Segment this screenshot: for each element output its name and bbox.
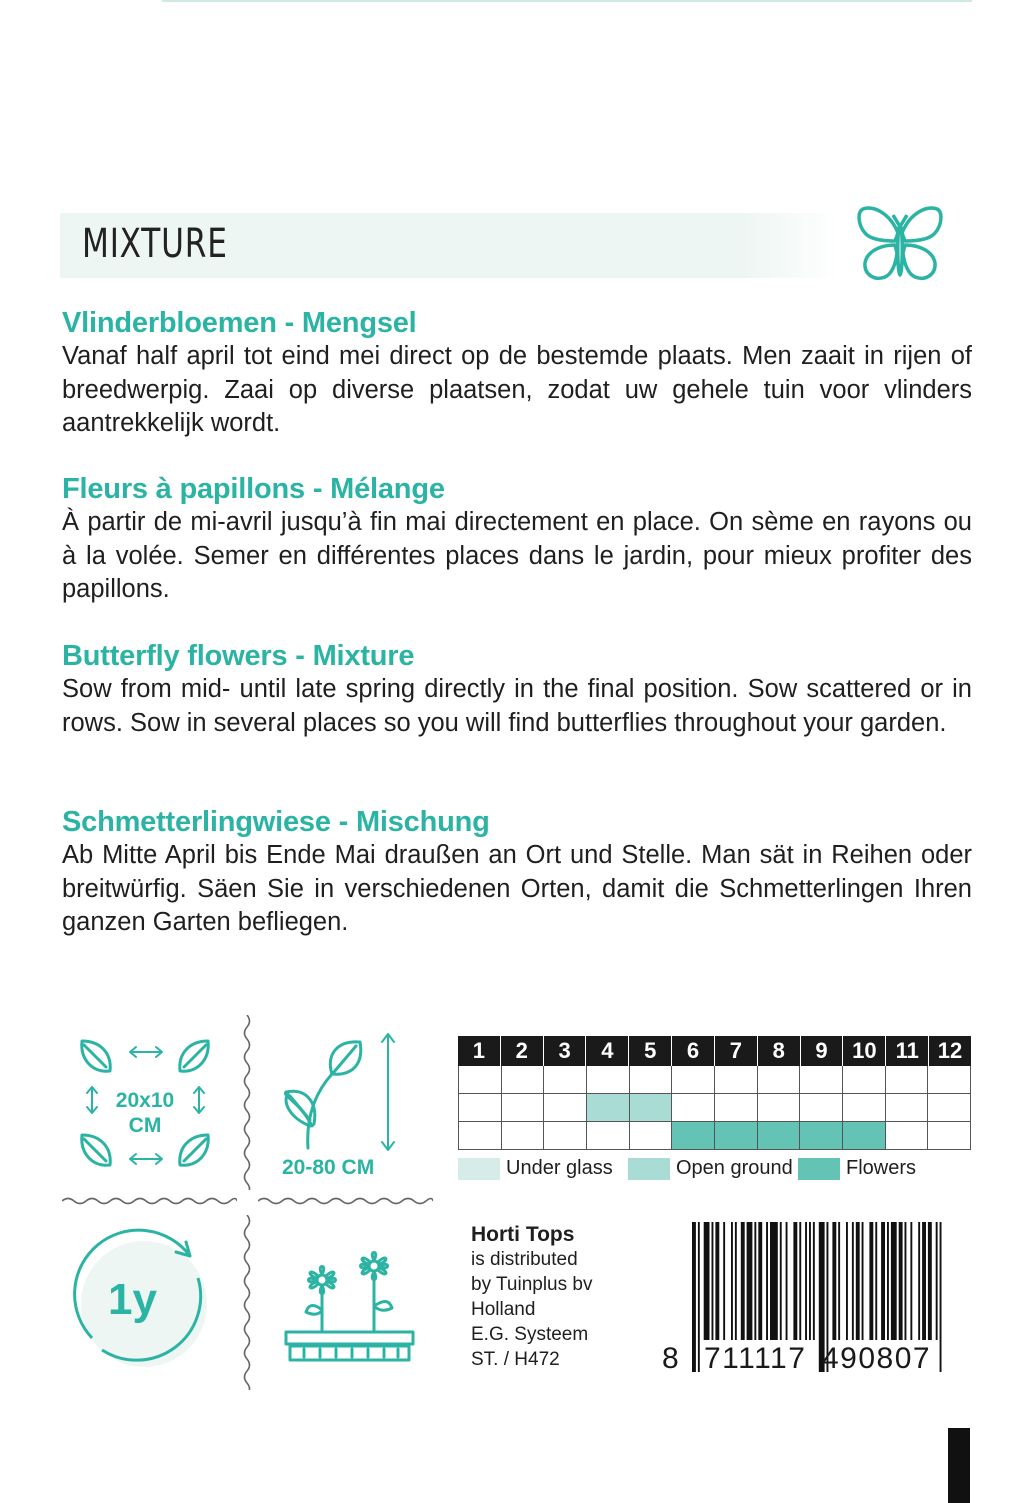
barcode-bar: [770, 1222, 778, 1340]
calendar-cell: [758, 1122, 801, 1150]
month-2: 2: [501, 1036, 544, 1066]
height-label: 20-80 CM: [282, 1156, 375, 1179]
barcode-bar: [741, 1222, 745, 1340]
month-11: 11: [886, 1036, 929, 1066]
legend-swatch: [458, 1158, 500, 1180]
legend-swatch: [798, 1158, 840, 1180]
calendar-cell: [459, 1066, 502, 1094]
section-body: À partir de mi-avril jusqu’à fin mai directement en place. On sème en rayons ou à la volée. Semer en différentes places dans le jardin, pour mieux profiter des papillons.: [62, 508, 972, 603]
section-heading: Vlinderbloemen - Mengsel: [62, 307, 417, 339]
month-7: 7: [715, 1036, 758, 1066]
calendar-cell: [502, 1094, 545, 1122]
calendar-cell: [928, 1094, 971, 1122]
distributor-line: is distributed: [471, 1249, 578, 1270]
barcode-bar: [875, 1222, 877, 1340]
barcode-bar: [704, 1222, 710, 1340]
barcode-bar: [910, 1222, 912, 1340]
calendar-cell: [928, 1122, 971, 1150]
calendar-cell: [800, 1094, 843, 1122]
plant-height-icon: [280, 1030, 410, 1155]
seed-tray-flowers-icon: [282, 1236, 417, 1366]
wavy-divider: [242, 1215, 252, 1390]
sowing-calendar: [458, 1036, 971, 1150]
calendar-legend: [458, 1157, 978, 1185]
barcode-bar: [852, 1222, 854, 1340]
lifecycle-label: 1y: [108, 1275, 157, 1324]
barcode-bar: [869, 1222, 873, 1340]
month-9: 9: [801, 1036, 844, 1066]
top-rule: [162, 0, 972, 2]
barcode-bar: [928, 1222, 932, 1340]
barcode-bar: [922, 1222, 926, 1340]
calendar-cell: [758, 1066, 801, 1094]
legend-open-ground: [628, 1157, 793, 1180]
calendar-cell: [715, 1094, 758, 1122]
barcode-bar: [881, 1222, 885, 1340]
calendar-row: [458, 1094, 971, 1122]
wavy-divider: [242, 1015, 252, 1190]
calendar-cell: [630, 1094, 673, 1122]
section-heading: Schmetterlingwiese - Mischung: [62, 806, 490, 838]
barcode-group-2: 490807: [822, 1342, 932, 1374]
barcode-bar: [780, 1222, 782, 1340]
section-english: [62, 639, 972, 740]
calendar-cell: [843, 1122, 886, 1150]
wavy-divider: [258, 1196, 433, 1206]
barcode-bar: [891, 1222, 897, 1340]
spacing-value: 20x10: [115, 1089, 175, 1112]
barcode-group-1: 711117: [704, 1342, 807, 1374]
barcode-bar: [813, 1222, 815, 1340]
calendar-months: [458, 1036, 971, 1066]
calendar-cell: [886, 1122, 929, 1150]
calendar-rows: [458, 1066, 971, 1150]
month-1: 1: [458, 1036, 501, 1066]
barcode-bar: [838, 1222, 840, 1340]
barcode-bar: [715, 1222, 719, 1340]
barcode-bar: [731, 1222, 733, 1340]
calendar-cell: [502, 1122, 545, 1150]
section-dutch: [62, 306, 972, 441]
legend-flowers: [798, 1157, 916, 1180]
barcode: [662, 1222, 972, 1374]
section-heading: Fleurs à papillons - Mélange: [62, 473, 445, 505]
legend-label: Flowers: [846, 1157, 917, 1179]
calendar-cell: [800, 1066, 843, 1094]
spacing-unit: CM: [128, 1114, 162, 1137]
distributor-info: [471, 1222, 592, 1372]
section-body: Vanaf half april tot eind mei direct op de bestemde plaats. Men zaait in rijen of breedwerpig. Zaai op diverse plaatsen, zodat uw gehele tuin voor vlinders aantrekkelijk wordt.: [62, 342, 972, 437]
month-6: 6: [672, 1036, 715, 1066]
barcode-bar: [905, 1222, 907, 1340]
calendar-cell: [672, 1094, 715, 1122]
variety-banner: [60, 213, 840, 278]
barcode-bar: [786, 1222, 788, 1340]
barcode-bar: [936, 1222, 938, 1340]
barcode-bar: [698, 1222, 700, 1372]
barcode-first-digit: 8: [662, 1342, 679, 1374]
calendar-cell: [587, 1122, 630, 1150]
calendar-cell: [587, 1094, 630, 1122]
barcode-bar: [918, 1222, 920, 1340]
barcode-bar: [940, 1222, 942, 1372]
section-heading: Butterfly flowers - Mixture: [62, 640, 415, 672]
calendar-cell: [843, 1094, 886, 1122]
barcode-bar: [793, 1222, 797, 1340]
barcode-bar: [766, 1222, 768, 1340]
calendar-cell: [544, 1094, 587, 1122]
barcode-bar: [899, 1222, 903, 1340]
barcode-bar: [846, 1222, 848, 1340]
calendar-row: [458, 1066, 971, 1094]
barcode-bar: [692, 1222, 696, 1372]
calendar-cell: [587, 1066, 630, 1094]
month-10: 10: [843, 1036, 886, 1066]
legend-label: Open ground: [676, 1157, 793, 1179]
calendar-cell: [544, 1066, 587, 1094]
distributor-line: by Tuinplus bv: [471, 1274, 593, 1295]
calendar-cell: [886, 1094, 929, 1122]
legend-label: Under glass: [506, 1157, 613, 1179]
calendar-cell: [672, 1066, 715, 1094]
barcode-bar: [723, 1222, 725, 1340]
calendar-cell: [800, 1122, 843, 1150]
spacing-label: [105, 1088, 185, 1138]
section-body: Sow from mid- until late spring directly in the final position. Sow scattered or in rows. Sow in several places so you will find butterflies throughout your garden.: [62, 675, 972, 737]
calendar-row: [458, 1122, 971, 1150]
distributor-line: E.G. Systeem: [471, 1324, 589, 1345]
month-3: 3: [544, 1036, 587, 1066]
barcode-bar: [809, 1222, 811, 1340]
wavy-divider: [62, 1196, 237, 1206]
calendar-cell: [459, 1094, 502, 1122]
section-german: [62, 805, 972, 940]
calendar-cell: [630, 1122, 673, 1150]
barcode-bar: [712, 1222, 714, 1340]
calendar-cell: [502, 1066, 545, 1094]
calendar-cell: [544, 1122, 587, 1150]
barcode-bar: [758, 1222, 762, 1340]
legend-swatch: [628, 1158, 670, 1180]
calendar-cell: [758, 1094, 801, 1122]
month-8: 8: [758, 1036, 801, 1066]
section-body: Ab Mitte April bis Ende Mai draußen an Ort und Stelle. Man sät in Reihen oder breitwürfig. Säen Sie in verschiedenen Orten, damit die Schmetterlingen Ihren ganzen Garten befliegen.: [62, 841, 972, 936]
distributor-line: ST. / H472: [471, 1349, 560, 1370]
barcode-bar: [735, 1222, 737, 1340]
calendar-cell: [715, 1122, 758, 1150]
edge-mark: [948, 1428, 970, 1503]
calendar-cell: [928, 1066, 971, 1094]
calendar-cell: [886, 1066, 929, 1094]
month-4: 4: [586, 1036, 629, 1066]
calendar-cell: [715, 1066, 758, 1094]
barcode-bar: [747, 1222, 753, 1340]
barcode-bar: [856, 1222, 860, 1340]
variety-title: MIXTURE: [82, 221, 228, 267]
calendar-cell: [459, 1122, 502, 1150]
brand-name: Horti Tops: [471, 1223, 575, 1246]
barcode-bar: [754, 1222, 756, 1340]
section-french: [62, 472, 972, 607]
calendar-cell: [672, 1122, 715, 1150]
month-5: 5: [629, 1036, 672, 1066]
calendar-cell: [630, 1066, 673, 1094]
barcode-bar: [805, 1222, 807, 1340]
barcode-bar: [862, 1222, 864, 1340]
legend-under-glass: [458, 1157, 613, 1180]
month-12: 12: [937, 1038, 963, 1063]
barcode-bar: [832, 1222, 836, 1340]
distributor-line: Holland: [471, 1299, 536, 1320]
barcode-bar: [799, 1222, 801, 1340]
butterfly-icon: [855, 203, 945, 285]
barcode-bar: [887, 1222, 889, 1340]
calendar-cell: [843, 1066, 886, 1094]
